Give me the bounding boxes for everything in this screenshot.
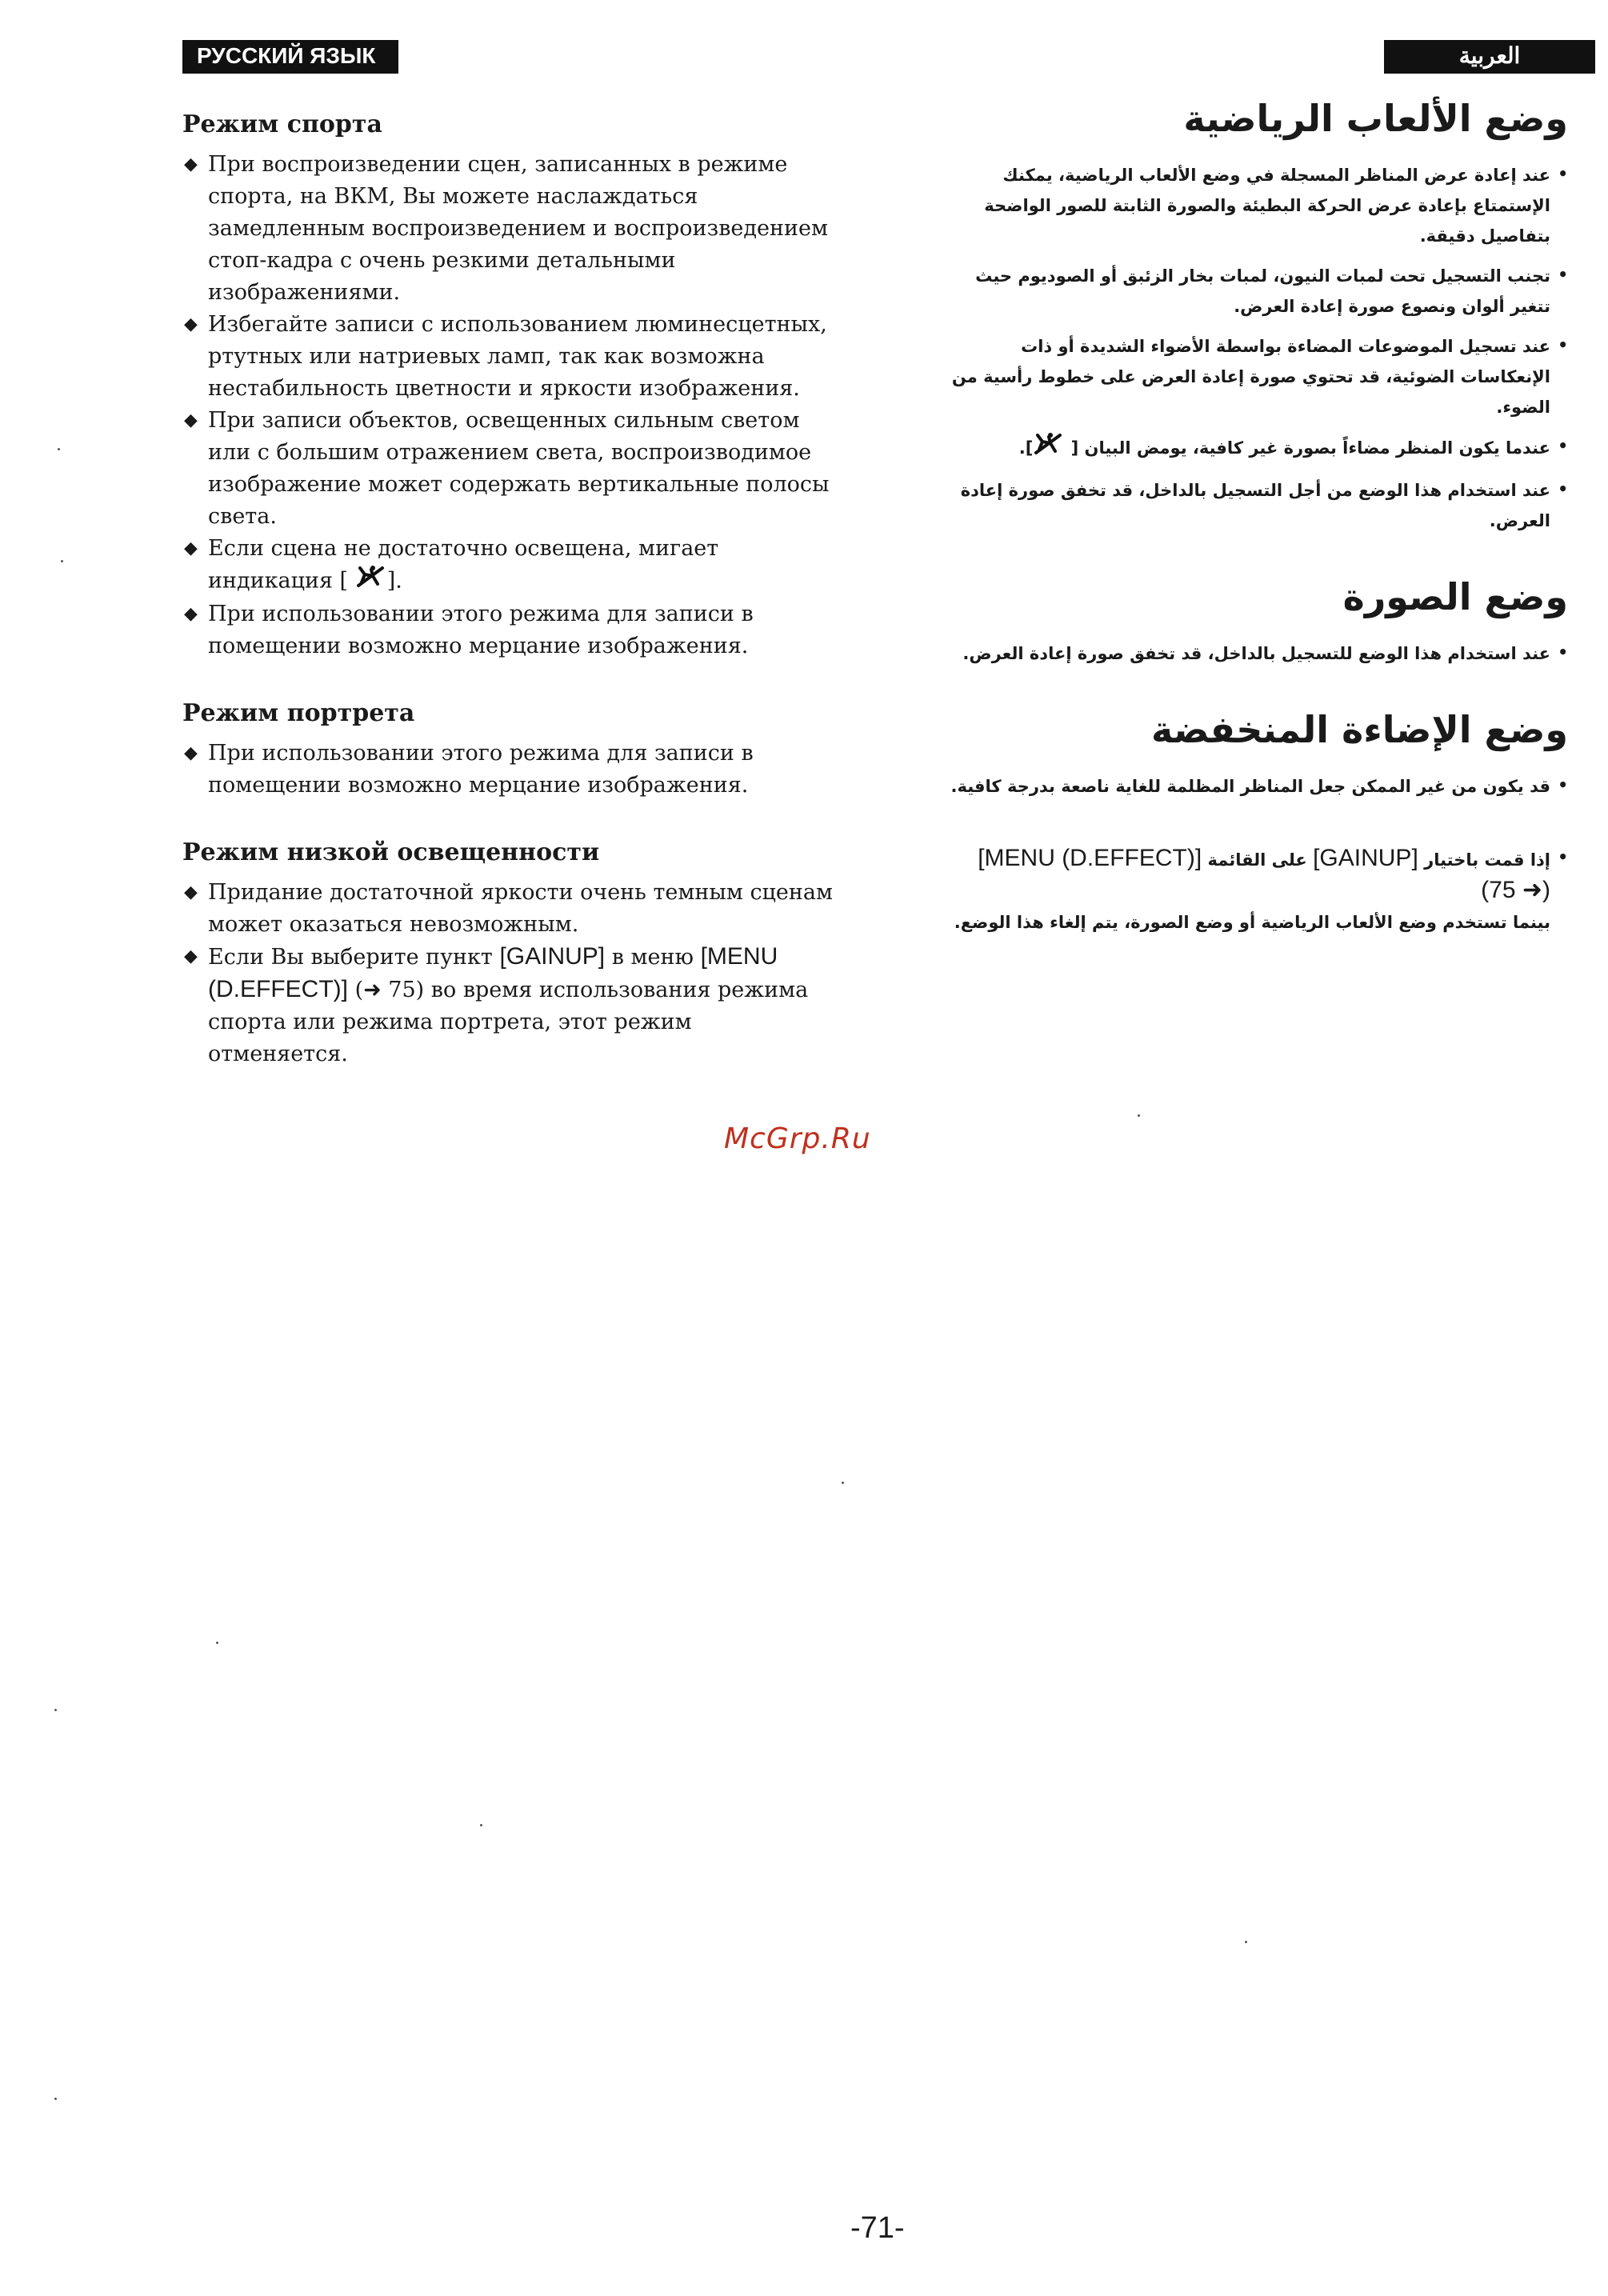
- ru-section-sport-mode: [182, 109, 838, 662]
- ru-section-title: Режим портрета: [182, 699, 415, 727]
- list-item: ◆ При записи объектов, освещенных сильным светом или с большим отражением света, воспроизводимое изображение может содержать вертикальные полосы света.: [182, 405, 838, 533]
- low-light-sport-icon: [355, 565, 387, 598]
- ar-bullet-list: [944, 771, 1568, 802]
- ar-bullet-list: [944, 638, 1568, 669]
- diamond-bullet-icon: ◆: [184, 410, 198, 430]
- scan-speck: [54, 1709, 57, 1711]
- ru-bullet-list: [182, 877, 838, 1070]
- diamond-bullet-icon: ◆: [184, 538, 198, 558]
- language-badge-arabic: العربية: [1384, 40, 1595, 74]
- diamond-bullet-icon: ◆: [184, 154, 198, 174]
- ar-section-title: وضع الصورة: [1342, 575, 1568, 618]
- language-badge-russian: РУССКИЙ ЯЗЫК: [182, 40, 398, 74]
- scan-speck: [1245, 1941, 1247, 1943]
- ar-section-low-light-mode: [944, 706, 1568, 938]
- bullet-icon: •: [1558, 265, 1568, 284]
- ar-bullet-list: [944, 160, 1568, 536]
- list-item: ◆ При воспроизведении сцен, записанных в режиме спорта, на ВКМ, Вы можете наслаждаться замедленным воспроизведением и воспроизведением стоп-кадра с очень резкими детальными изображениями.: [182, 149, 838, 309]
- diamond-bullet-icon: ◆: [184, 882, 198, 902]
- ar-menu-note-list: [944, 843, 1568, 938]
- gainup-menu-label: [GAINUP]: [1313, 845, 1418, 871]
- russian-column: [182, 109, 838, 1106]
- bullet-icon: •: [1558, 436, 1568, 455]
- ru-bullet-list: [182, 738, 838, 802]
- list-item: • عندما يكون المنظر مضاءاً بصورة غير كافية، يومض البيان [ ].: [944, 432, 1568, 466]
- list-item: • عند استخدام هذا الوضع من أجل التسجيل بالداخل، قد تخفق صورة إعادة العرض.: [944, 475, 1568, 536]
- bullet-icon: •: [1558, 479, 1568, 498]
- ru-section-portrait-mode: [182, 698, 838, 802]
- diamond-bullet-icon: ◆: [184, 743, 198, 763]
- ar-section-title: وضع الألعاب الرياضية: [1183, 97, 1568, 140]
- ru-section-low-light-mode: [182, 837, 838, 1070]
- list-item: • عند تسجيل الموضوعات المضاءة بواسطة الأضواء الشديدة أو ذات الإنعكاسات الضوئية، قد تحتوي صورة إعادة العرض على خطوط رأسية من الضوء.: [944, 331, 1568, 422]
- ar-section-title: وضع الإضاءة المنخفضة: [1150, 708, 1568, 751]
- ru-section-title: Режим спорта: [182, 110, 382, 138]
- scan-speck: [1138, 1114, 1140, 1117]
- scan-speck: [61, 560, 63, 562]
- watermark-text: McGrp.Ru: [724, 1122, 871, 1155]
- scan-speck: [480, 1824, 482, 1826]
- bullet-icon: •: [1558, 164, 1568, 183]
- list-item: ◆ Если сцена не достаточно освещена, мигает индикация [ ].: [182, 533, 838, 598]
- menu-deffect-label: [MENU (D.EFFECT)]: [208, 943, 778, 1002]
- list-item: ◆ Придание достаточной яркости очень темным сценам может оказаться невозможным.: [182, 877, 838, 941]
- menu-deffect-label: [MENU (D.EFFECT)]: [978, 845, 1202, 871]
- page-reference: (➜ 75): [1481, 877, 1550, 903]
- list-item: ◆ При использовании этого режима для записи в помещении возможно мерцание изображения.: [182, 738, 838, 802]
- list-item: • تجنب التسجيل تحت لمبات النيون، لمبات بخار الزئبق أو الصوديوم حيث تتغير ألوان ونصوع صورة إعادة العرض.: [944, 261, 1568, 322]
- list-item: • إذا قمت باختيار [GAINUP] على القائمة [MENU (D.EFFECT)] (➜ 75) بينما تستخدم وضع الألعاب الرياضية أو وضع الصورة، يتم إلغاء هذا الوضع.: [944, 843, 1568, 938]
- bullet-icon: •: [1558, 642, 1568, 662]
- list-item: ◆ При использовании этого режима для записи в помещении возможно мерцание изображения.: [182, 598, 838, 662]
- list-item: • قد يكون من غير الممكن جعل المناظر المظلمة للغاية ناصعة بدرجة كافية.: [944, 771, 1568, 802]
- bullet-icon: •: [1558, 847, 1568, 866]
- ar-section-portrait-mode: [944, 573, 1568, 669]
- bullet-icon: •: [1558, 335, 1568, 354]
- arabic-column: [944, 94, 1568, 974]
- diamond-bullet-icon: ◆: [184, 946, 198, 966]
- diamond-bullet-icon: ◆: [184, 314, 198, 334]
- list-item: ◆ Если Вы выберите пункт [GAINUP] в меню [MENU (D.EFFECT)] (➜ 75) во время использования режима спорта или режима портрета, этот режим отменяется.: [182, 941, 838, 1070]
- scan-speck: [216, 1642, 218, 1644]
- scan-speck: [54, 2098, 57, 2100]
- bullet-icon: •: [1558, 775, 1568, 794]
- list-item: ◆ Избегайте записи с использованием люминесцетных, ртутных или натриевых ламп, так как возможна нестабильность цветности и яркости изображения.: [182, 309, 838, 405]
- page-reference: (➜ 75): [347, 978, 425, 1002]
- scan-speck: [58, 448, 60, 450]
- low-light-sport-icon: [1033, 432, 1065, 466]
- list-item: • عند استخدام هذا الوضع للتسجيل بالداخل، قد تخفق صورة إعادة العرض.: [944, 638, 1568, 669]
- page-number: -71-: [850, 2211, 905, 2245]
- gainup-menu-label: [GAINUP]: [499, 943, 606, 970]
- diamond-bullet-icon: ◆: [184, 604, 198, 624]
- list-item: • عند إعادة عرض المناظر المسجلة في وضع الألعاب الرياضية، يمكنك الإستمتاع بإعادة عرض الحركة البطيئة والصورة الثابتة للصور الواضحة بتفاصيل دقيقة.: [944, 160, 1568, 251]
- scan-speck: [842, 1482, 844, 1484]
- ru-section-title: Режим низкой освещенности: [182, 838, 600, 866]
- ar-section-sport-mode: [944, 94, 1568, 536]
- ru-bullet-list: [182, 149, 838, 662]
